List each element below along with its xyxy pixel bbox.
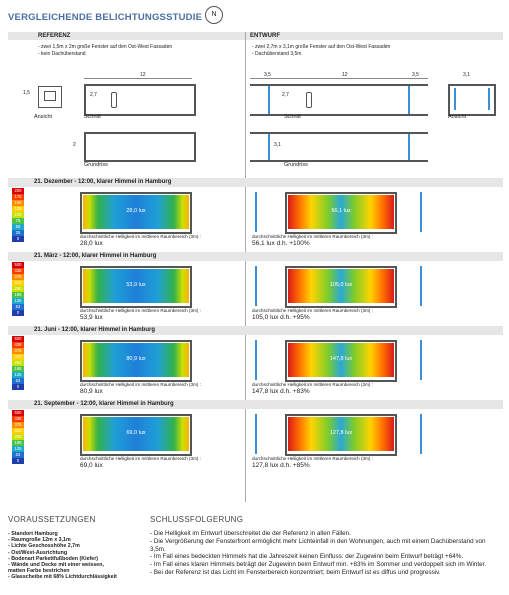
- legend-scale-step: 313: [12, 354, 24, 360]
- ansicht-label-ent: Ansicht: [448, 114, 467, 120]
- ent-dim-line: [250, 78, 428, 79]
- col-referenz: REFERENZ: [38, 33, 71, 39]
- voraussetzungen-heading: VORAUSSETZUNGEN: [8, 515, 96, 524]
- ent-dim-depth: 3,1: [274, 142, 281, 148]
- list-item: - Bodenart Parkettfußboden (Kiefer): [8, 555, 99, 562]
- legend-scale-step: 125: [12, 446, 24, 452]
- legend-scale: [12, 410, 24, 464]
- ent-window-left: [255, 266, 257, 306]
- ent-ansicht-drawing: [448, 84, 496, 116]
- ref-caption: durchschnittliche Helligkeit im mittleren Raumbereich (3m) :: [80, 308, 202, 313]
- ref-dim-height: 2,7: [90, 92, 97, 98]
- ref-dim-h1: 1,5: [23, 90, 30, 96]
- legend-scale-step: 0: [12, 310, 24, 316]
- ref-heatmap-lux: 80,9 lux: [126, 356, 146, 362]
- ent-heatmap-lux: 127,8 lux: [329, 430, 353, 436]
- legend-scale: [12, 336, 24, 390]
- ent-window-right: [420, 266, 422, 306]
- legend-scale-step: 150: [12, 200, 24, 206]
- ref-schnitt-drawing: [84, 84, 196, 116]
- ref-result: 53,9 lux: [80, 314, 103, 321]
- ref-result: 80,9 lux: [80, 388, 103, 395]
- legend-scale-step: 63: [12, 304, 24, 310]
- schnitt-label-ent: Schnitt: [284, 114, 301, 120]
- ent-window-left: [255, 414, 257, 454]
- legend-scale: [12, 188, 24, 242]
- legend-scale-step: 438: [12, 342, 24, 348]
- ent-caption: durchschnittliche Helligkeit im mittleren Raumbereich (3m) :: [252, 382, 374, 387]
- ent-schnitt-drawing: [250, 84, 428, 116]
- ent-note-2: - Dachüberstand 3,5m: [252, 50, 302, 57]
- legend-scale-step: 0: [12, 384, 24, 390]
- ansicht-label-ref: Ansicht: [34, 114, 53, 120]
- ent-heatmap-lux: 147,8 lux: [329, 356, 353, 362]
- ref-note-1: - zwei 1,5m x 2m große Fenster auf den Ost-West Fassaden: [38, 44, 173, 50]
- legend-scale-step: 125: [12, 298, 24, 304]
- list-item: - Im Fall eines bedeckten Himmels hat die Jahreszeit keinen Einfluss: der Zugewinn beim Entwurf beträgt +64%.: [150, 553, 464, 561]
- section-heading: 21. September - 12:00, klarer Himmel in Hamburg: [34, 401, 174, 407]
- legend-scale-step: 375: [12, 348, 24, 354]
- legend-scale-step: 375: [12, 422, 24, 428]
- list-item: - Die Helligkeit im Entwurf überschreitet die der Referenz in allen Fällen.: [150, 530, 351, 537]
- voraussetzungen-list: [8, 531, 143, 581]
- list-item: - Raumgroße 12m x 3,1m: [8, 537, 71, 544]
- list-item: - Lichte Geschosshöhe 2,7m: [8, 543, 80, 550]
- ent-caption: durchschnittliche Helligkeit im mittleren Raumbereich (3m) :: [252, 308, 374, 313]
- legend-scale-step: 200: [12, 188, 24, 194]
- section-heading: 21. März - 12:00, klarer Himmel in Hamburg: [34, 253, 157, 259]
- legend-scale-step: 250: [12, 434, 24, 440]
- legend-scale-step: 500: [12, 262, 24, 268]
- ref-dim-width: 12: [140, 72, 146, 78]
- person-figure-icon-ent: [306, 92, 312, 108]
- legend-scale-step: 175: [12, 194, 24, 200]
- list-item: - Standort Hamburg: [8, 531, 58, 537]
- ref-result: 28,0 lux: [80, 240, 103, 247]
- legend-scale-step: 188: [12, 440, 24, 446]
- section-heading: 21. Juni - 12:00, klarer Himmel in Hamburg: [34, 327, 156, 333]
- ent-heatmap-lux: 56,1 lux: [331, 208, 351, 214]
- legend-scale-step: 188: [12, 292, 24, 298]
- list-item: - Bei der Referenz ist das Licht im Fensterbereich konzentriert; beim Entwurf ist es diffus und progressiv.: [150, 568, 441, 576]
- legend-scale-step: 500: [12, 410, 24, 416]
- legend-scale-step: 100: [12, 212, 24, 218]
- ref-result: 69,0 lux: [80, 462, 103, 469]
- ent-caption: durchschnittliche Helligkeit im mittleren Raumbereich (3m) :: [252, 456, 374, 461]
- ent-result: 147,8 lux d.h. +83%: [252, 388, 310, 395]
- legend-scale-step: 250: [12, 360, 24, 366]
- referenz-notes: [38, 44, 172, 57]
- list-item: - Ost/West-Ausrichtung: [8, 549, 68, 556]
- person-figure-icon: [111, 92, 117, 108]
- legend-scale-step: 250: [12, 286, 24, 292]
- ent-dim-width: 12: [342, 72, 348, 78]
- ent-heatmap-lux: 105,0 lux: [329, 282, 353, 288]
- ent-window-left: [255, 340, 257, 380]
- list-item: - Wände und Decke mit einer weissen,: [8, 562, 104, 569]
- ent-window-right: [420, 192, 422, 232]
- ref-dim-line: [84, 78, 192, 79]
- legend-scale-step: 125: [12, 206, 24, 212]
- col-entwurf: ENTWURF: [250, 33, 280, 39]
- legend-scale-step: 125: [12, 372, 24, 378]
- column-divider: [245, 32, 246, 502]
- ent-result: 127,8 lux d.h. +85%: [252, 462, 310, 469]
- schlussfolgerung-list: [150, 530, 502, 577]
- north-compass-icon: N: [205, 6, 223, 24]
- ref-caption: durchschnittliche Helligkeit im mittleren Raumbereich (3m) :: [80, 234, 202, 239]
- ent-window-left: [255, 192, 257, 232]
- list-item: matten Farbe bestrichen: [8, 568, 70, 575]
- ent-result: 56,1 lux d.h. +100%: [252, 240, 310, 247]
- legend-scale-step: 375: [12, 274, 24, 280]
- ref-ansicht-drawing: [30, 82, 70, 112]
- page-title: VERGLEICHENDE BELICHTUNGSSTUDIE: [8, 12, 203, 23]
- ent-dim-height: 2,7: [282, 92, 289, 98]
- legend-scale-step: 500: [12, 336, 24, 342]
- ref-note-2: - kein Dachüberstand: [38, 50, 86, 57]
- grundriss-label-ent: Grundriss: [284, 162, 308, 168]
- list-item: - Die Vergrößerung der Fensterfront ermöglicht mehr Lichteinfall in den Wohnungen, auch mit einem Dachüberstand von 3,5m.: [150, 537, 486, 553]
- ref-caption: durchschnittliche Helligkeit im mittleren Raumbereich (3m) :: [80, 456, 202, 461]
- ent-dim-over2: 3,5: [412, 72, 419, 78]
- legend-scale-step: 25: [12, 230, 24, 236]
- ref-heatmap-lux: 28,0 lux: [126, 208, 146, 214]
- list-item: - Glasscheibe mit 68% Lichtdurchlässigkeit: [8, 574, 117, 581]
- legend-scale-step: 0: [12, 458, 24, 464]
- legend-scale-step: 188: [12, 366, 24, 372]
- legend-scale-step: 313: [12, 280, 24, 286]
- legend-scale: [12, 262, 24, 316]
- ref-caption: durchschnittliche Helligkeit im mittleren Raumbereich (3m) :: [80, 382, 202, 387]
- schnitt-label-ref: Schnitt: [84, 114, 101, 120]
- ent-result: 105,0 lux d.h. +95%: [252, 314, 310, 321]
- legend-scale-step: 63: [12, 378, 24, 384]
- ref-heatmap-lux: 69,0 lux: [126, 430, 146, 436]
- ref-heatmap-lux: 53,9 lux: [126, 282, 146, 288]
- legend-scale-step: 63: [12, 452, 24, 458]
- legend-scale-step: 75: [12, 218, 24, 224]
- ent-dim-over: 3,5: [264, 72, 271, 78]
- legend-scale-step: 50: [12, 224, 24, 230]
- section-heading: 21. Dezember - 12:00, klarer Himmel in Hamburg: [34, 179, 172, 185]
- legend-scale-step: 0: [12, 236, 24, 242]
- legend-scale-step: 438: [12, 416, 24, 422]
- ent-window-right: [420, 414, 422, 454]
- schlussfolgerung-heading: SCHLUSSFOLGERUNG: [150, 515, 244, 524]
- legend-scale-step: 313: [12, 428, 24, 434]
- ref-dim-depth: 2: [73, 142, 76, 148]
- ent-dim-small: 3,1: [463, 72, 470, 78]
- list-item: - Im Fall eines klaren Himmels beträgt der Zugewinn beim Entwurf min. +83% im Sommer und verdoppelt sich im Winter.: [150, 561, 487, 569]
- ent-window-right: [420, 340, 422, 380]
- ent-caption: durchschnittliche Helligkeit im mittleren Raumbereich (3m) :: [252, 234, 374, 239]
- ent-note-1: - zwei 2,7m x 3,1m große Fenster auf den Ost-West Fassaden: [252, 44, 391, 50]
- entwurf-notes: [252, 44, 390, 57]
- ref-grundriss-drawing: [84, 132, 196, 162]
- grundriss-label-ref: Grundriss: [84, 162, 108, 168]
- legend-scale-step: 438: [12, 268, 24, 274]
